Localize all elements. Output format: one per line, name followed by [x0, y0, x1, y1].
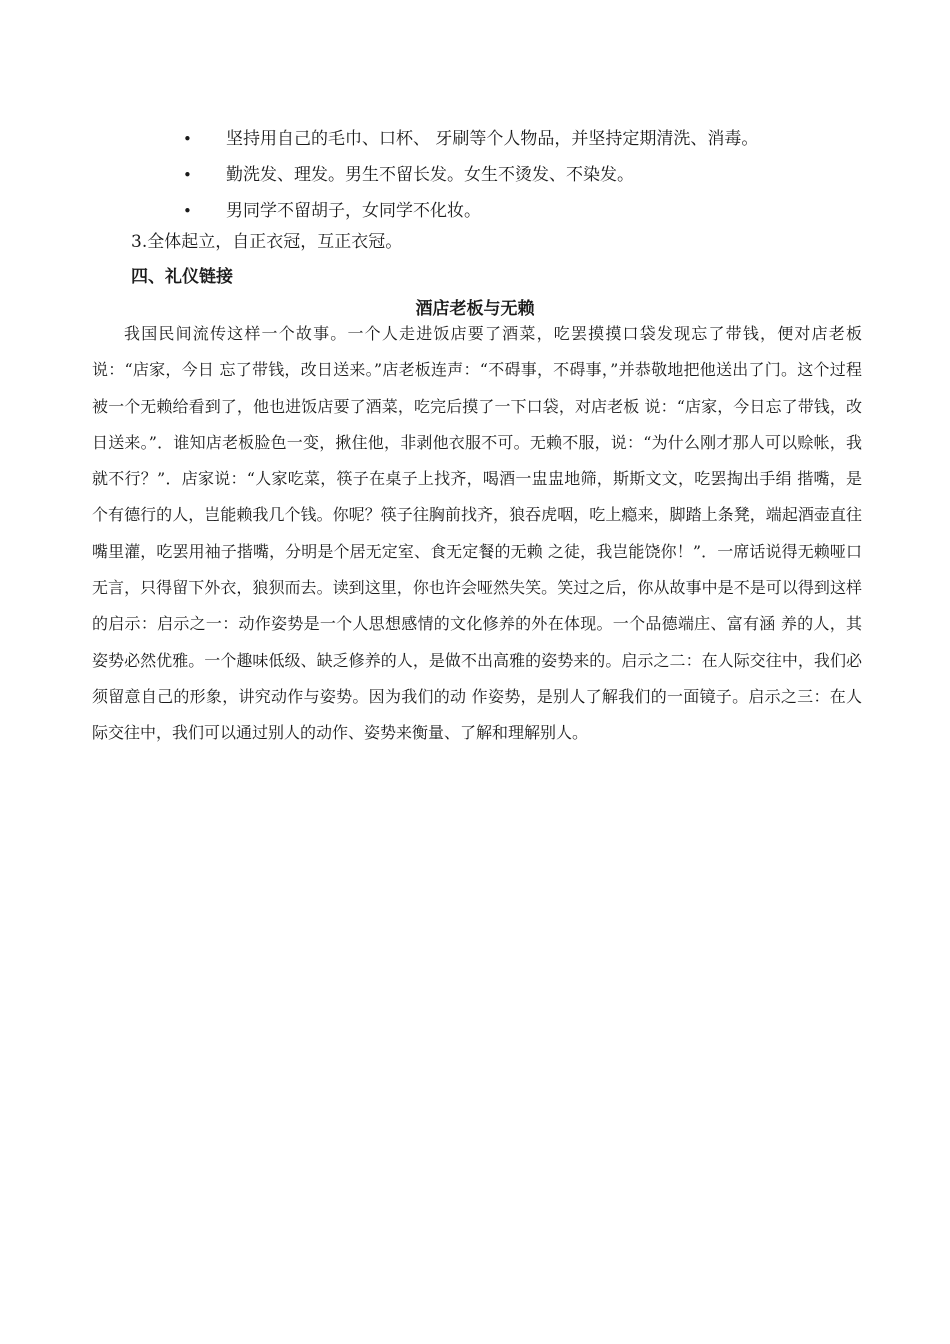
bullet-item	[183, 157, 883, 193]
bullet-text: 坚持用自己的毛巾、口杯、 牙刷等个人物品，并坚持定期清洗、消毒。	[226, 129, 759, 149]
story-title: 酒店老板与无赖	[415, 299, 535, 319]
bullet-text: 男同学不留胡子，女同学不化妆。	[226, 201, 481, 221]
bullet-text: 勤洗发、理发。男生不留长发。女生不烫发、不染发。	[226, 165, 634, 185]
bullet-item	[183, 121, 883, 157]
bullet-symbol: •	[183, 166, 192, 184]
bullet-symbol: •	[183, 202, 192, 220]
section-heading: 四、礼仪链接	[131, 267, 233, 287]
bullet-item	[183, 193, 883, 229]
hygiene-bullet-list	[183, 121, 883, 229]
story-body-paragraph: 我国民间流传这样一个故事。一个人走进饭店要了酒菜，吃罢摸摸口袋发现忘了带钱，便对店老板说：“店家，今日 忘了带钱，改日送来。”店老板连声：“不碍事，不碍事，”并恭敬地把他送出了门。这个过程被一个无赖给看到了，他也进饭店要了酒菜，吃完后摸了一下口袋，对店老板 说：“店家，今日忘了带钱，改日送来。”．谁知店老板脸色一变，揪住他，非剥他衣服不可。无赖不服，说：“为什么刚才那人可以赊帐，我就不行？”．店家说：“人家吃菜，筷子在桌子上找齐，喝酒一盅盅地筛，斯斯文文，吃罢掏出手绢 揩嘴，是个有德行的人，岂能赖我几个钱。你呢？筷子往胸前找齐，狼吞虎咽，吃上瘾来，脚踏上条凳，端起酒壶直往嘴里灌，吃罢用袖子揩嘴，分明是个居无定室、食无定餐的无赖 之徒，我岂能饶你！”．一席话说得无赖哑口无言，只得留下外衣，狼狈而去。读到这里，你也许会哑然失笑。笑过之后，你从故事中是不是可以得到这样的启示：启示之一：动作姿势是一个人思想感情的文化修养的外在体现。一个品德端庄、富有涵 养的人，其姿势必然优雅。一个趣味低级、缺乏修养的人，是做不出高雅的姿势来的。启示之二：在人际交往中，我们必须留意自己的形象，讲究动作与姿势。因为我们的动 作姿势，是别人了解我们的一面镜子。启示之三：在人际交往中，我们可以通过别人的动作、姿势来衡量、了解和理解别人。	[92, 324, 862, 743]
step-three-paragraph: 3.全体起立，自正衣冠，互正衣冠。	[131, 232, 403, 252]
bullet-symbol: •	[183, 130, 192, 148]
